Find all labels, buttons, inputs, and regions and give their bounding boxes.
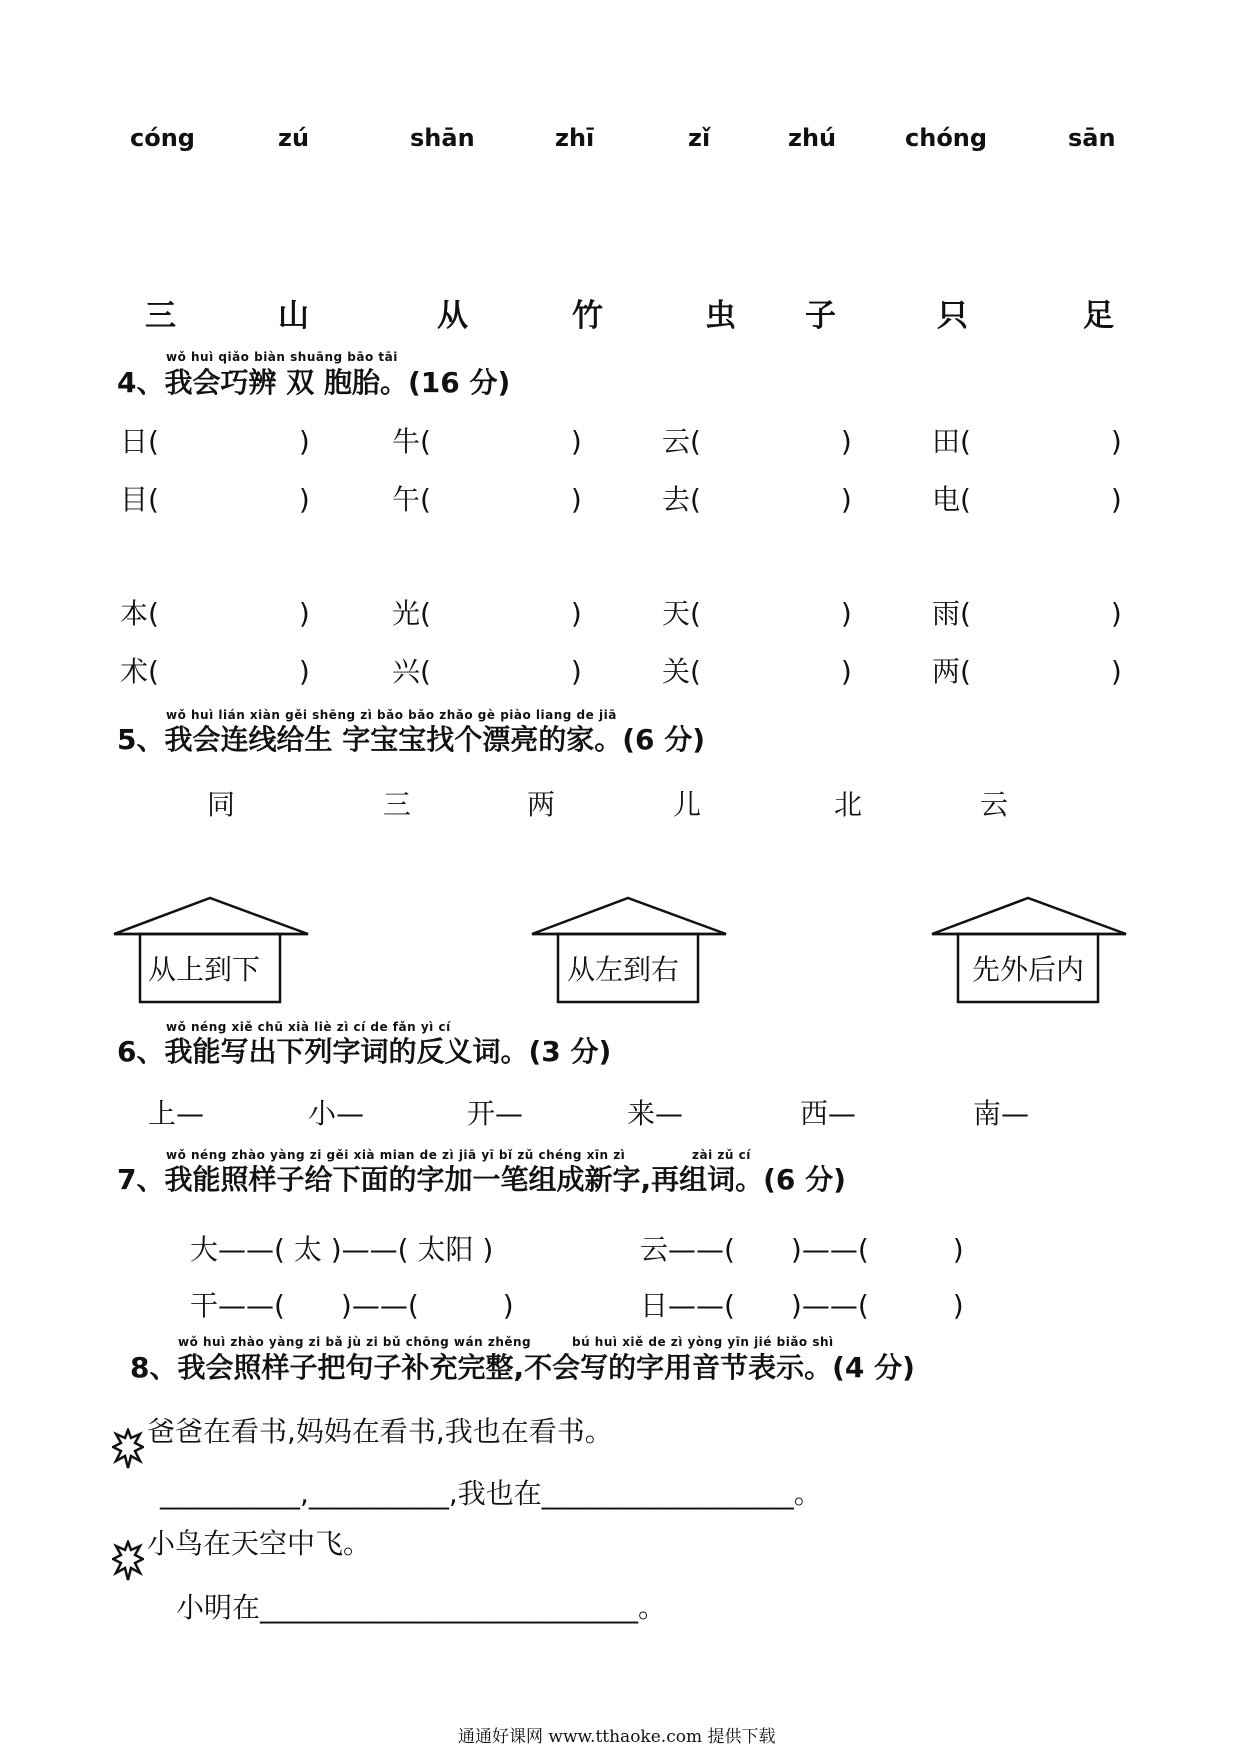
q4-cell: 目( ): [120, 483, 310, 516]
q7-pinyin-annotation: wǒ néng zhào yàng zi gěi xià mian de zì jiā yī bǐ zǔ chéng xīn zì: [166, 1148, 626, 1162]
house-2-label: 从左到右: [567, 953, 680, 986]
q4-cell: 光( ): [392, 597, 582, 630]
house-3-label: 先外后内: [972, 953, 1085, 986]
q4-cell: 天( ): [662, 597, 852, 630]
q4-cell: 云( ): [662, 425, 852, 458]
char-7: 足: [1083, 298, 1114, 334]
pinyin-2: shān: [410, 124, 475, 152]
q7-title: 7、我能照样子给下面的字加一笔组成新字,再组词。(6 分): [117, 1163, 846, 1196]
pinyin-1: zú: [278, 124, 310, 152]
q8-example-sentence-2: 小鸟在天空中飞。: [147, 1527, 372, 1560]
q6-item: 开—: [467, 1097, 524, 1130]
q4-cell: 两( ): [932, 655, 1122, 688]
q4-cell: 兴( ): [392, 655, 582, 688]
q5-title: 5、我会连线给生 字宝宝找个漂亮的家。(6 分): [117, 723, 706, 756]
q6-pinyin-annotation: wǒ néng xiě chū xià liè zì cí de fǎn yì cí: [166, 1020, 451, 1034]
q4-cell: 雨( ): [932, 597, 1122, 630]
pinyin-5: zhú: [788, 124, 837, 152]
char-6: 只: [937, 298, 968, 334]
q6-title: 6、我能写出下列字词的反义词。(3 分): [117, 1035, 612, 1068]
q4-pinyin-annotation: wǒ huì qiǎo biàn shuāng bāo tāi: [166, 350, 398, 364]
q4-cell: 关( ): [662, 655, 852, 688]
q4-cell: 去( ): [662, 483, 852, 516]
char-4: 虫: [705, 298, 736, 334]
q7-row: 云——( )——( ): [640, 1233, 964, 1266]
q5-char: 云: [980, 788, 1009, 821]
char-5: 子: [805, 298, 836, 334]
q7-row: 干——( )——( ): [190, 1289, 514, 1322]
q4-cell: 电( ): [932, 483, 1122, 516]
pinyin-4: zǐ: [688, 124, 711, 152]
char-1: 山: [278, 298, 309, 334]
q6-item: 来—: [627, 1097, 684, 1130]
pinyin-6: chóng: [905, 124, 988, 152]
q5-char: 同: [207, 788, 236, 821]
pinyin-7: sān: [1068, 124, 1116, 152]
q5-pinyin-annotation: wǒ huì lián xiàn gěi shēng zì bǎo bǎo zhǎo gè piào liang de jiā: [166, 708, 617, 722]
pinyin-3: zhī: [555, 124, 595, 152]
pinyin-0: cóng: [130, 124, 195, 152]
q5-char: 三: [383, 788, 412, 821]
q6-item: 小—: [308, 1097, 365, 1130]
q8-fill-line-1: __________,__________,我也在__________________。: [160, 1477, 822, 1510]
q5-char: 儿: [673, 788, 702, 821]
q4-cell: 牛( ): [392, 425, 582, 458]
q8-title: 8、我会照样子把句子补充完整,不会写的字用音节表示。(4 分): [130, 1351, 915, 1384]
q4-cell: 术( ): [120, 655, 310, 688]
q7-row: 日——( )——( ): [640, 1289, 964, 1322]
burst-icon: [112, 1540, 144, 1582]
q4-title: 4、我会巧辨 双 胞胎。(16 分): [117, 366, 511, 399]
q8-example-sentence-1: 爸爸在看书,妈妈在看书,我也在看书。: [147, 1415, 613, 1448]
q6-item: 上—: [148, 1097, 205, 1130]
q6-item: 南—: [973, 1097, 1030, 1130]
q8-pinyin-annotation: wǒ huì zhào yàng zi bǎ jù zi bǔ chōng wán zhěng: [178, 1335, 532, 1349]
q8-pinyin-annotation-2: bú huì xiě de zì yòng yīn jié biǎo shì: [572, 1335, 834, 1349]
q4-cell: 本( ): [120, 597, 310, 630]
q5-char: 两: [527, 788, 556, 821]
q4-cell: 午( ): [392, 483, 582, 516]
char-3: 竹: [572, 298, 603, 334]
q5-char: 北: [834, 788, 863, 821]
q7-pinyin-annotation-2: zài zǔ cí: [692, 1148, 751, 1162]
q4-cell: 日( ): [120, 425, 310, 458]
footer-source: 通通好课网 www.tthaoke.com 提供下载: [458, 1727, 776, 1747]
q4-cell: 田( ): [932, 425, 1122, 458]
char-2: 从: [437, 298, 468, 334]
q7-example-row: 大——( 太 )——( 太阳 ): [190, 1233, 494, 1266]
burst-icon: [112, 1428, 144, 1470]
char-0: 三: [145, 298, 176, 334]
q8-fill-line-2: 小明在___________________________。: [176, 1591, 667, 1624]
house-1-label: 从上到下: [148, 953, 261, 986]
q6-item: 西—: [800, 1097, 857, 1130]
